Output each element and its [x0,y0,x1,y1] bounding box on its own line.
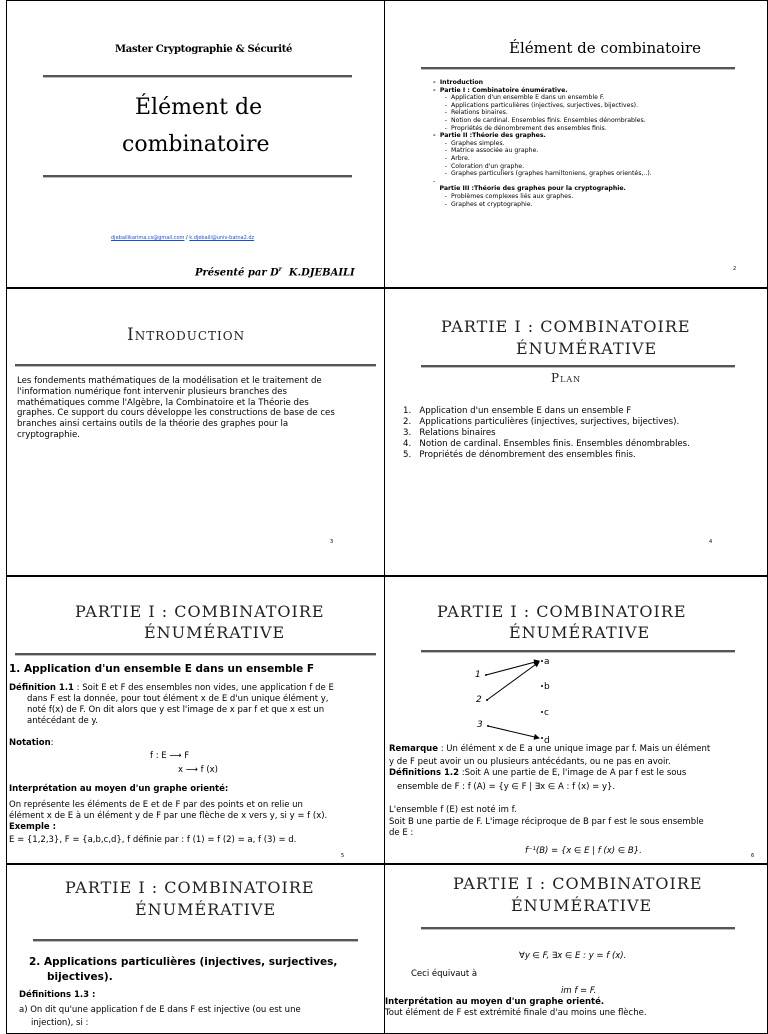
s7-title-line2: ÉNUMÉRATIVE [135,900,277,919]
plan-label: Plan [551,371,582,385]
outline-item: - Applications particulières (injectives, surjectives, bijectives). [433,101,639,109]
intro-line: l'information numérique font intervenir plusieurs branches des [17,386,288,397]
dot-1 [485,674,487,676]
plan-title-line2: ÉNUMÉRATIVE [516,339,658,358]
s6-title-line1: PARTIE I : COMBINATOIRE [437,602,687,621]
s6-def-line2: ensemble de F : f (A) = {y ∈ F | ∃x ∈ A : f (x) = y}. [397,782,616,792]
s8-title-line2: ÉNUMÉRATIVE [511,896,653,915]
presenter-prefix: Présenté par D [195,267,279,279]
s8-formula: ∀y ∈ F, ∃x ∈ E : y = f (x). [519,951,627,961]
title-rule-top [43,75,352,77]
s5-interp-line2: élément x de E à un élément y de F par une flèche de x vers y, si y = f (x). [9,811,328,821]
outline-item: - Arbre. [433,154,470,162]
presenter-name: K.DJEBAILI [288,267,355,279]
s5-notation-colon: : [50,738,54,748]
slide-plan [384,288,768,576]
s5-definition-line1 [9,683,334,694]
slide-surjective [384,864,768,1034]
intro-rule [15,364,376,366]
page-number: 4 [709,539,713,545]
s6-formula: f⁻¹(B) = {x ∈ E | f (x) ∈ B}. [525,846,642,856]
dot-3 [487,725,489,727]
page-number: 5 [341,853,345,859]
node-label-b: b [544,682,550,692]
slide-title [6,0,385,288]
outline-item: - Coloration d'un graphe. [433,162,525,170]
master-label: Master Cryptographie & Sécurité [115,44,293,55]
page-number: 6 [751,853,755,859]
s5-notation-label: Notation [9,738,51,748]
s6-remark-line2: y de F peut avoir un ou plusieurs antécédants, ou ne pas en avoir. [389,757,671,767]
email-link-1[interactable]: djebailikarima.cs@gmail.com [111,235,185,241]
slide-particular-maps [6,864,385,1034]
outline-item: Partie III :Théorie des graphes pour la cryptographie. [433,185,626,193]
slide-image-preimage [384,576,768,864]
s6-line4: Soit B une partie de F. L'image réciproque de B par f est le sous ensemble [389,817,704,827]
s6-remark-label: Remarque [389,744,438,754]
s5-map-line1: f : E ⟶ F [150,751,190,761]
plan-item: 5. Propriétés de dénombrement des ensembles finis. [403,450,636,460]
plan-item: 3. Relations binaires [403,428,496,438]
outline-rule [421,67,735,69]
plan-title-line1: PARTIE I : COMBINATOIRE [441,317,691,336]
presenter-sup: r [278,266,282,273]
s5-rule [15,653,376,655]
outline-item: - Graphes particuliers (graphes hamiltoniens, graphes orientés,..). [433,170,652,178]
node-label-d: d [544,736,550,746]
outline-item: - Graphes et cryptographie. [433,200,533,208]
s5-title-line1: PARTIE I : COMBINATOIRE [75,602,325,621]
s5-map-line2: x ⟶ f (x) [178,765,218,775]
slide-introduction [6,288,385,576]
s6-line3: L'ensemble f (E) est noté im f. [389,805,517,815]
s5-interp-heading: Interprétation au moyen d'un graphe orienté: [9,784,229,794]
outline-item: - Introduction [433,79,484,86]
presenter [195,266,355,278]
dot-a [541,660,543,662]
outline-item: - Application d'un ensemble E dans un ensemble F. [433,94,605,102]
s8-interp-heading: Interprétation au moyen d'un graphe orienté. [385,997,605,1007]
slide-outline [384,0,768,288]
s6-line5: de E : [389,828,414,838]
s7-a-line1: a) On dit qu'une application f de E dans F est injective (ou est une [19,1005,301,1015]
intro-title: Introduction [127,325,246,345]
s7-heading-line1: 2. Applications particulières (injectives, surjectives, [29,956,338,968]
intro-line: cryptographie. [17,429,80,440]
s8-imf: im f = F. [561,986,597,996]
node-label-a: a [544,657,550,667]
intro-line: graphes. Ce support du cours développe les constructions de base de ces [17,408,335,419]
intro-line: mathématiques comme l'Algèbre, la Combinatoire et la Théorie des [17,397,309,408]
intro-line: Les fondements mathématiques de la modélisation et le traitement de [17,376,322,386]
s5-definition-line3: noté f(x) de F. On dit alors que y est l'image de x par f et que x est un [27,705,325,715]
intro-line: branches ainsi certains outils de la théorie des graphes pour la [17,419,289,430]
outline-item: - Graphes simples. [433,139,505,147]
outline-item: - Problèmes complexes liés aux graphes. [433,192,574,200]
s7-defs-label: Définitions 1.3 : [19,990,96,1000]
intro-paragraph [17,376,335,441]
arrow-3-d [488,726,539,738]
s6-def-line1 [389,768,686,779]
s5-definition-line2: dans F est la donnée, pour tout élément x de E d'un unique élément y, [27,694,329,704]
plan-item: 2. Applications particulières (injectives, surjectives, bijectives). [403,417,680,427]
s8-title-line1: PARTIE I : COMBINATOIRE [453,874,703,893]
outline-item: - [433,177,436,185]
plan-item: 4. Notion de cardinal. Ensembles finis. Ensembles dénombrables. [403,439,690,449]
s5-interp-line1: On représente les éléments de E et de F par des points et on relie un [9,800,303,810]
outline-item: - Matrice associée au graphe. [433,147,539,155]
arrow-diagram [471,657,591,747]
node-label-c: c [544,708,549,718]
s7-title-line1: PARTIE I : COMBINATOIRE [65,878,315,897]
dot-c [541,711,543,713]
outline-list [433,79,652,208]
page-number: 3 [330,539,334,545]
outline-item: - Propriétés de dénombrement des ensembles finis. [433,124,607,132]
s5-example-label: Exemple : [9,822,57,832]
outline-item: - Partie I : Combinatoire énumérative. [433,86,568,94]
slide-application [6,576,385,864]
s6-remark-text: : Un élément x de E a une unique image par f. Mais un élément [438,744,711,754]
outline-title: Élément de combinatoire [509,39,701,57]
outline-item: - Partie II :Théorie des graphes. [433,132,546,140]
plan-list [403,406,690,461]
s8-equivalent: Ceci équivaut à [411,969,478,979]
outline-item: - Relations binaires. [433,109,508,117]
s6-rule [421,650,735,652]
s7-heading-line2: bijectives). [47,971,113,983]
slide-title-line2: combinatoire [122,132,270,157]
plan-rule [421,365,735,367]
s5-example-line: E = {1,2,3}, F = {a,b,c,d}, f définie par : f (1) = f (2) = a, f (3) = d. [9,835,297,845]
s5-definition-line4: antécédant de y. [27,716,98,726]
slide-title-line1: Élément de [135,95,263,120]
s5-title-line2: ÉNUMÉRATIVE [144,623,286,642]
s6-def-label: Définitions 1.2 [389,768,460,778]
s5-heading: 1. Application d'un ensemble E dans un ensemble F [9,663,315,675]
node-label-3: 3 [477,720,483,730]
email-separator: / [184,235,190,241]
dot-2 [486,699,488,701]
dot-b [541,685,543,687]
s7-rule [33,939,358,941]
email-link-2[interactable]: k.djebaili@univ-batna2.dz [189,235,255,241]
page-number: 2 [733,266,737,272]
s7-a-line2: injection), si : [31,1018,89,1028]
s5-def-label: Définition 1.1 [9,683,74,693]
s6-remark-line1 [389,744,710,755]
s5-notation [9,738,54,749]
plan-item: 1. Application d'un ensemble E dans un ensemble F [403,406,632,416]
email-line [111,235,254,241]
node-label-1: 1 [475,670,481,680]
outline-item: - Notion de cardinal. Ensembles finis. Ensembles dénombrables. [433,116,646,124]
dot-d [541,737,543,739]
s6-def-text: :Soit A une partie de E, l'image de A par f est le sous [459,768,687,778]
s8-rule [421,927,735,929]
s5-def-text1: : Soit E et F des ensembles non vides, une application f de E [73,683,334,693]
s6-title-line2: ÉNUMÉRATIVE [509,623,651,642]
title-rule-bottom [43,175,352,177]
s8-last-line: Tout élément de F est extrémité finale d'au moins une flèche. [385,1008,647,1018]
node-label-2: 2 [476,695,482,705]
